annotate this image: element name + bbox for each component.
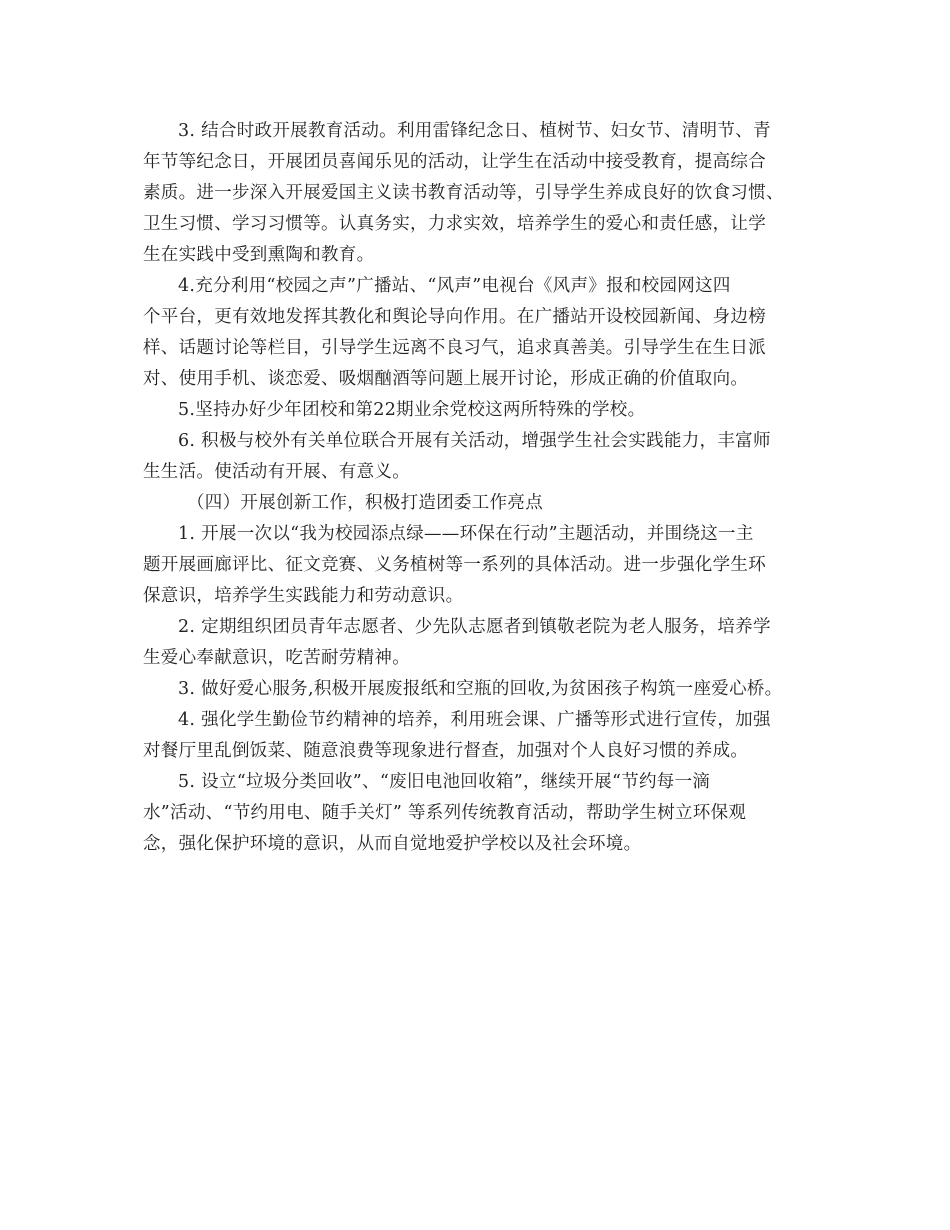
- paragraph-line: 年节等纪念日，开展团员喜闻乐见的活动，让学生在活动中接受教育，提高综合: [143, 152, 766, 172]
- paragraph-recycling-activities: [143, 767, 823, 860]
- paragraph-line: 题开展画廊评比、征文竞赛、义务植树等一系列的具体活动。进一步强化学生环: [143, 555, 766, 575]
- paragraph-current-affairs-education: [143, 116, 823, 271]
- paragraph-line: 素质。进一步深入开展爱国主义读书教育活动等，引导学生养成良好的饮食习惯、: [143, 183, 784, 203]
- paragraph-line: 水”活动、“节约用电、随手关灯” 等系列传统教育活动，帮助学生树立环保观: [143, 803, 747, 823]
- paragraph-thrift-education: [143, 705, 823, 767]
- section-heading-innovation: [143, 488, 823, 519]
- paragraph-line: 生爱心奉献意识，吃苦耐劳精神。: [143, 648, 410, 668]
- paragraph-line: 念，强化保护环境的意识，从而自觉地爱护学校以及社会环境。: [143, 834, 642, 854]
- paragraph-line: 对餐厅里乱倒饭菜、随意浪费等现象进行督查，加强对个人良好习惯的养成。: [143, 741, 749, 761]
- paragraph-line: 6. 积极与校外有关单位联合开展有关活动，增强学生社会实践能力，丰富师: [178, 431, 771, 451]
- paragraph-special-schools: [143, 395, 823, 426]
- paragraph-line: 对、使用手机、谈恋爱、吸烟酗酒等问题上展开讨论，形成正确的价值取向。: [143, 369, 749, 389]
- paragraph-line: 4.充分利用“校园之声”广播站、“风声”电视台《风声》报和校园网这四: [178, 276, 731, 296]
- paragraph-line: 5. 设立“垃圾分类回收”、“废旧电池回收箱”，继续开展“节约每一滴: [178, 772, 711, 792]
- paragraph-line: 个平台，更有效地发挥其教化和舆论导向作用。在广播站开设校园新闻、身边榜: [143, 307, 766, 327]
- document-body: [143, 116, 823, 860]
- paragraph-media-platforms: [143, 271, 823, 395]
- paragraph-line: 生在实践中受到熏陶和教育。: [143, 245, 375, 265]
- paragraph-green-campus-activity: [143, 519, 823, 612]
- paragraph-line: 1. 开展一次以“我为校园添点绿——环保在行动”主题活动，并围绕这一主: [178, 524, 754, 544]
- paragraph-volunteer-service: [143, 612, 823, 674]
- paragraph-line: 生生活。使活动有开展、有意义。: [143, 462, 410, 482]
- paragraph-line: 卫生习惯、学习习惯等。认真务实，力求实效，培养学生的爱心和责任感，让学: [143, 214, 766, 234]
- paragraph-outside-cooperation: [143, 426, 823, 488]
- paragraph-love-service: [143, 674, 823, 705]
- section-heading-text: （四）开展创新工作，积极打造团委工作亮点: [187, 493, 543, 513]
- paragraph-line: 2. 定期组织团员青年志愿者、少先队志愿者到镇敬老院为老人服务，培养学: [178, 617, 771, 637]
- paragraph-line: 保意识，培养学生实践能力和劳动意识。: [143, 586, 464, 606]
- paragraph-line: 3. 结合时政开展教育活动。利用雷锋纪念日、植树节、妇女节、清明节、青: [178, 121, 771, 141]
- paragraph-line: 3. 做好爱心服务,积极开展废报纸和空瓶的回收,为贫困孩子构筑一座爱心桥。: [178, 679, 783, 699]
- paragraph-line: 4. 强化学生勤俭节约精神的培养，利用班会课、广播等形式进行宣传，加强: [178, 710, 771, 730]
- paragraph-line: 样、话题讨论等栏目，引导学生远离不良习气，追求真善美。引导学生在生日派: [143, 338, 766, 358]
- paragraph-line: 5.坚持办好少年团校和第22期业余党校这两所特殊的学校。: [178, 400, 646, 420]
